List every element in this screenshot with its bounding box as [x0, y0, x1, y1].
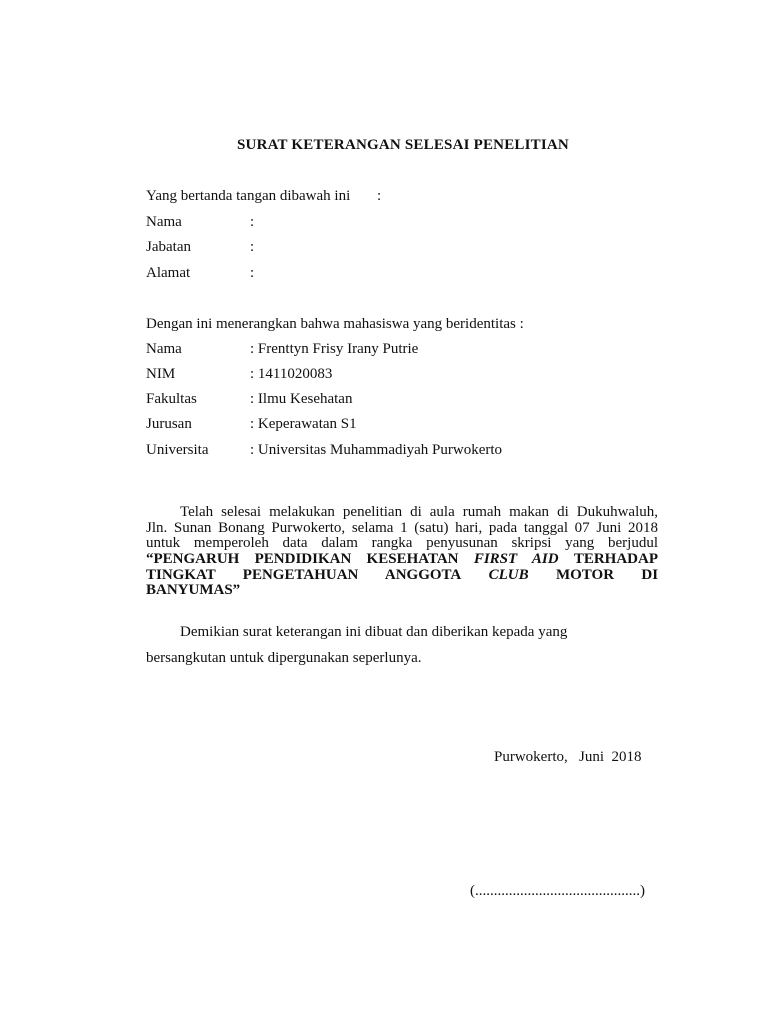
student-major-label: Jurusan — [146, 416, 192, 432]
signer-name-colon: : — [250, 214, 255, 230]
closing-line-1: Demikian surat keterangan ini dibuat dan diberikan kepada yang — [180, 624, 568, 640]
signer-address-label: Alamat — [146, 265, 191, 281]
thesis-title-line-2 — [146, 568, 658, 584]
body-line-3: untuk memperoleh data dalam rangka penyusunan skripsi yang berjudul — [146, 536, 658, 552]
signer-intro: Yang bertanda tangan dibawah ini — [146, 188, 351, 204]
thesis-title-part-6: MOTOR DI — [555, 567, 658, 583]
student-name-label: Nama — [146, 341, 182, 357]
thesis-title-part-5: CLUB — [488, 567, 529, 583]
student-faculty-label: Fakultas — [146, 391, 197, 407]
thesis-title-line-3 — [146, 583, 658, 599]
student-faculty-value: : Ilmu Kesehatan — [250, 391, 353, 407]
student-university-label: Universita — [146, 442, 209, 458]
body-line-1 — [146, 505, 658, 521]
document-title: SURAT KETERANGAN SELESAI PENELITIAN — [237, 137, 569, 153]
body-line-1-text: Telah selesai melakukan penelitian di aula rumah makan di Dukuhwaluh, — [180, 505, 658, 520]
place-date: Purwokerto, Juni 2018 — [494, 749, 642, 765]
body-paragraph — [146, 505, 658, 599]
thesis-title-part-4: TINGKAT PENGETAHUAN ANGGOTA — [146, 567, 462, 583]
signer-position-label: Jabatan — [146, 239, 191, 255]
thesis-title-line-1 — [146, 552, 658, 568]
signature-placeholder: (............................................) — [470, 883, 645, 899]
thesis-title-part-3: TERHADAP — [573, 552, 658, 568]
signer-address-colon: : — [250, 265, 255, 281]
thesis-title-part-2: FIRST AID — [473, 552, 559, 568]
signer-name-label: Nama — [146, 214, 182, 230]
student-nim-value: : 1411020083 — [250, 366, 333, 382]
thesis-title-part-1: “PENGARUH PENDIDIKAN KESEHATAN — [146, 552, 459, 568]
student-intro: Dengan ini menerangkan bahwa mahasiswa yang beridentitas : — [146, 316, 524, 332]
thesis-title-part-7: BANYUMAS” — [146, 583, 241, 599]
signer-position-colon: : — [250, 239, 255, 255]
signer-intro-colon: : — [377, 188, 382, 204]
closing-line-2: bersangkutan untuk dipergunakan seperlunya. — [146, 650, 422, 666]
student-nim-label: NIM — [146, 366, 176, 382]
student-name-value: : Frenttyn Frisy Irany Putrie — [250, 341, 419, 357]
student-major-value: : Keperawatan S1 — [250, 416, 357, 432]
body-line-2: Jln. Sunan Bonang Purwokerto, selama 1 (satu) hari, pada tanggal 07 Juni 2018 — [146, 520, 658, 536]
student-university-value: : Universitas Muhammadiyah Purwokerto — [250, 442, 503, 458]
